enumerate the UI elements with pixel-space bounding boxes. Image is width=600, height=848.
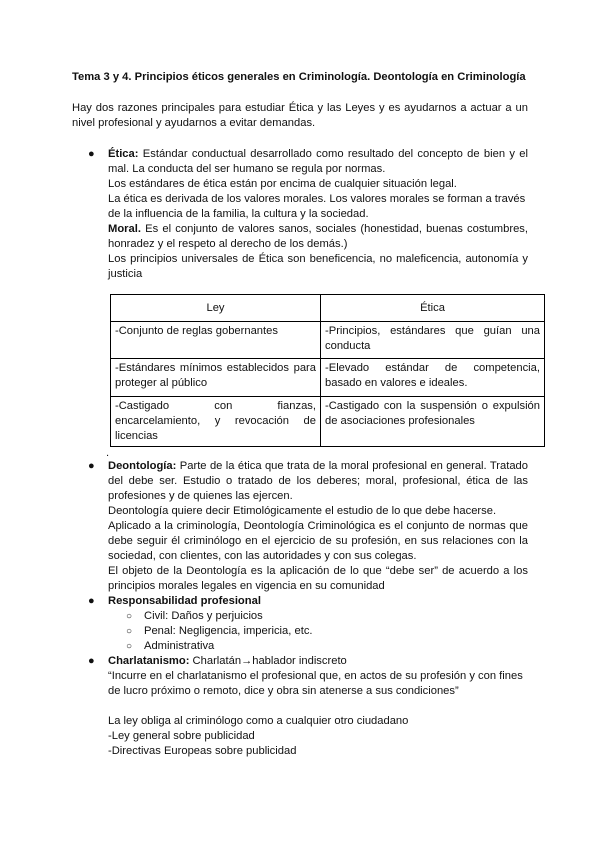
table-row [111,359,545,397]
circle-bullet-icon: ○ [126,611,133,622]
sub-item-text: Penal: Negligencia, impericia, etc. [144,625,313,637]
etica-line-5: Los principios universales de Ética son beneficencia, no maleficencia, autonomía y justicia [108,253,528,280]
deontologia-line-2: Deontología quiere decir Etimológicamente el estudio de lo que debe hacerse. [108,505,497,517]
etica-term: Ética: [108,148,139,160]
table-cell: -Conjunto de reglas gobernantes [111,322,321,359]
charlatanismo-quote: “Incurre en el charlatanismo el profesional que, en actos de su profesión y con fines de lucro próximo o remoto, dice y obra sin atenerse a sus condiciones” [108,670,523,697]
sub-list-item [108,624,528,639]
deontologia-term: Deontología: [108,460,177,472]
bullet-icon: ● [88,460,95,472]
table-header-ley: Ley [111,295,321,322]
table-cell: -Estándares mínimos establecidos para proteger al público [111,359,321,397]
table-cell: -Castigado con fianzas, encarcelamiento, y revocación de licencias [111,397,321,447]
etica-definition [108,147,528,177]
moral-text: Es el conjunto de valores sanos, sociales (honestidad, buenas costumbres, honradez y el respeto al derecho de los demás.) [108,223,528,250]
list-item-charlatanismo [72,654,528,759]
list-item-deontologia [72,459,528,594]
ley-etica-table [110,294,545,447]
table-after-mark: . [106,447,110,459]
list-item-etica [72,147,540,459]
moral-term: Moral. [108,223,141,235]
deontologia-definition-text: Parte de la ética que trata de la moral profesional en general. Tratado del debe ser. Estudio o tratado de los deberes; moral, profesional, ética de las profesiones y de quienes las ejercen. [108,460,528,502]
intro-paragraph: Hay dos razones principales para estudiar Ética y las Leyes y es ayudarnos a actuar a un nivel profesional y ayudarnos a evitar demandas. [72,102,528,129]
bullet-icon: ● [88,655,95,667]
law-item-2: -Directivas Europeas sobre publicidad [108,745,297,757]
sub-list-item [108,609,528,624]
circle-bullet-icon: ○ [126,626,133,637]
list-item-responsabilidad [72,594,528,654]
sub-item-text: Administrativa [144,640,215,652]
sub-list-item [108,639,528,654]
charlatanismo-definition [108,654,528,669]
table-cell: -Castigado con la suspensión o expulsión de asociaciones profesionales [321,397,545,447]
deontologia-line-4: El objeto de la Deontología es la aplicación de lo que “debe ser” de acuerdo a los principios morales legales en vigencia en su comunidad [108,565,528,592]
moral-definition [108,222,528,252]
table-cell: -Elevado estándar de competencia, basado en valores e ideales. [321,359,545,397]
deontologia-line-3: Aplicado a la criminología, Deontología Criminológica es el conjunto de normas que debe seguir él criminólogo en el ejercicio de su profesión, en sus relaciones con la sociedad, con clientes, con las autoridades y con sus colegas. [108,520,528,562]
table-header-etica: Ética [321,295,545,322]
responsabilidad-term: Responsabilidad profesional [108,595,261,607]
main-bullet-list [72,147,540,759]
bullet-icon: ● [88,148,95,160]
charlatanismo-definition-text: Charlatán→hablador indiscreto [189,655,347,667]
bullet-icon: ● [88,595,95,607]
circle-bullet-icon: ○ [126,641,133,652]
deontologia-definition [108,459,528,504]
charlatanismo-term: Charlatanismo: [108,655,190,667]
law-item-1: -Ley general sobre publicidad [108,730,255,742]
spacer [108,699,528,714]
etica-line-2: Los estándares de ética están por encima de cualquier situación legal. [108,178,457,190]
etica-definition-text: Estándar conductual desarrollado como resultado del concepto de bien y el mal. La conducta del ser humano se regula por normas. [108,148,528,175]
table-header-row [111,295,545,322]
table-row [111,322,545,359]
table-row [111,397,545,447]
responsabilidad-sublist [108,609,528,654]
etica-line-3: La ética es derivada de los valores morales. Los valores morales se forman a través de la influencia de la familia, la cultura y la sociedad. [108,193,526,220]
sub-item-text: Civil: Daños y perjuicios [144,610,263,622]
law-intro: La ley obliga al criminólogo como a cualquier otro ciudadano [108,715,409,727]
document-title: Tema 3 y 4. Principios éticos generales en Criminología. Deontología en Criminología [72,71,526,83]
table-cell: -Principios, estándares que guían una conducta [321,322,545,359]
